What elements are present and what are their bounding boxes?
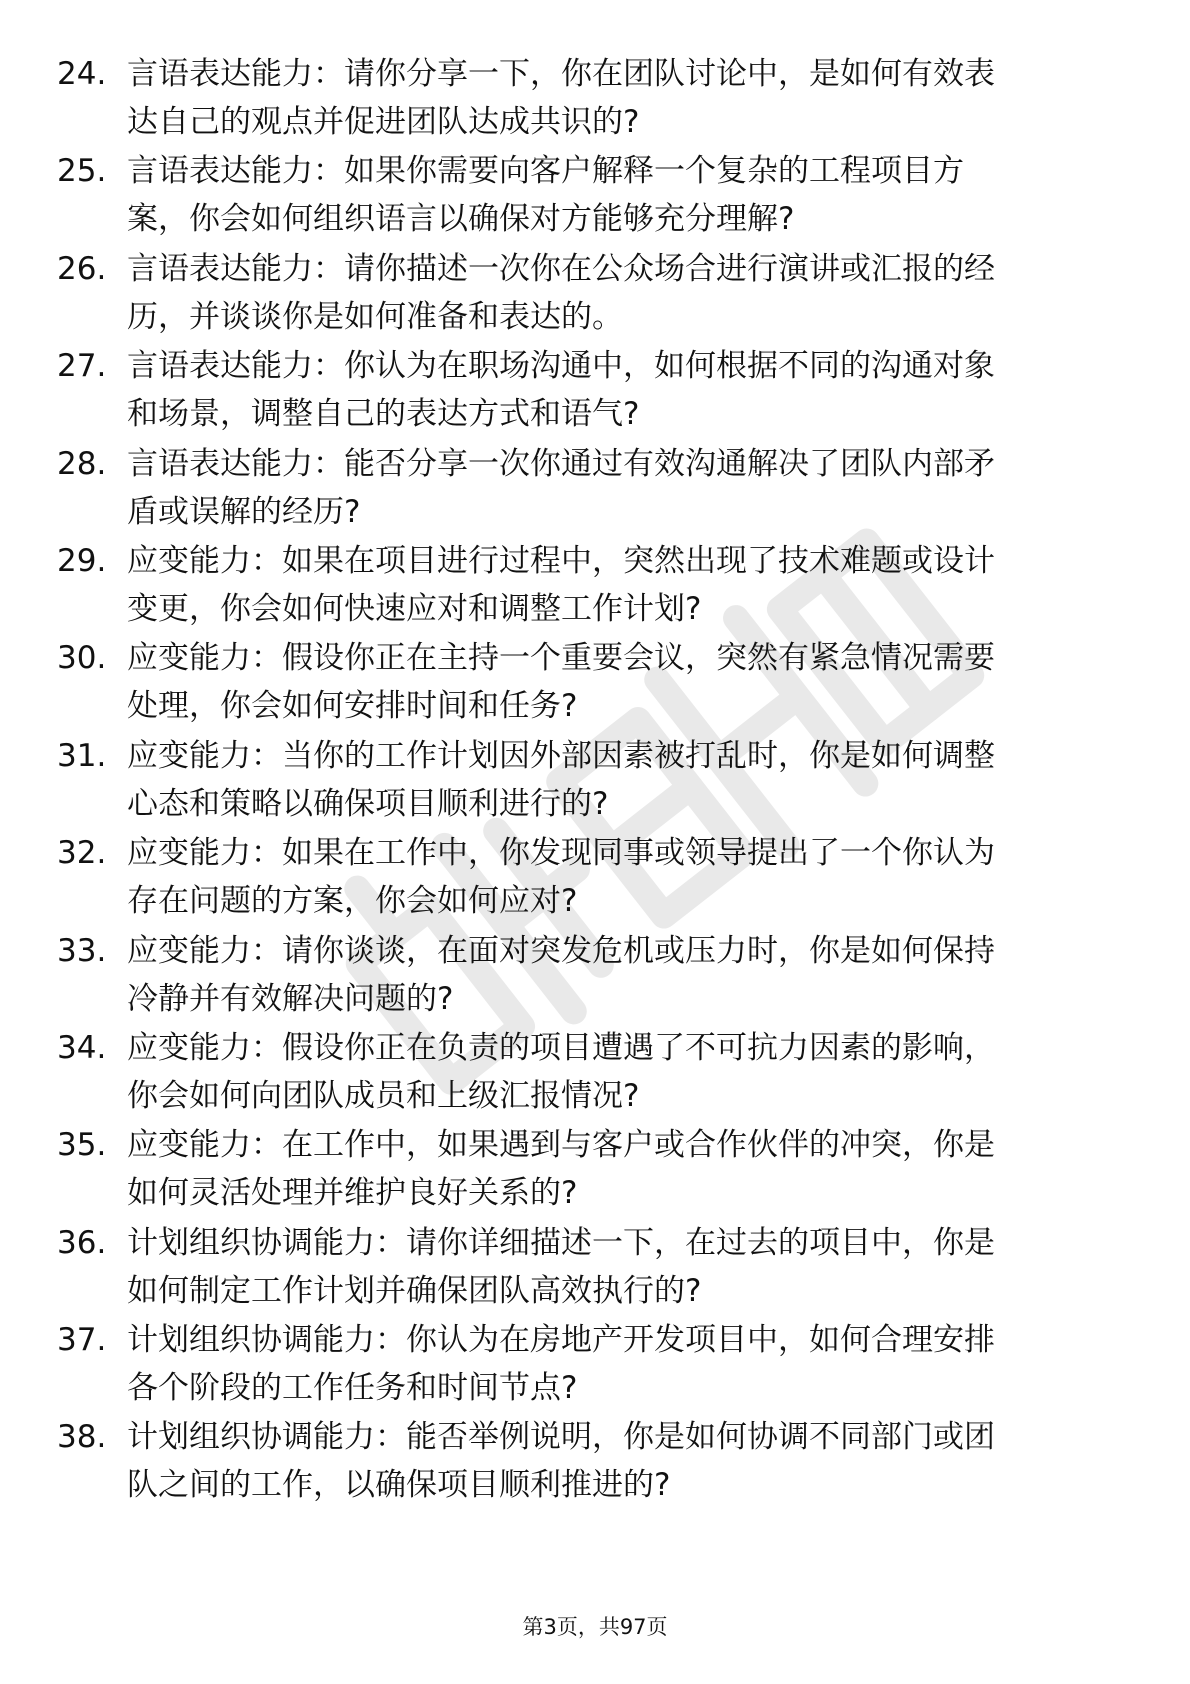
question-item: [0, 1413, 1190, 1510]
question-line: 应变能力：请你谈谈，在面对突发危机或压力时，你是如何保持: [127, 932, 995, 969]
question-line: 如何灵活处理并维护良好关系的?: [127, 1175, 578, 1212]
question-line: 各个阶段的工作任务和时间节点?: [127, 1370, 578, 1407]
question-number: 36.: [57, 1224, 107, 1261]
question-line: 应变能力：假设你正在负责的项目遭遇了不可抗力因素的影响，: [127, 1029, 995, 1066]
question-number: 38.: [57, 1419, 107, 1456]
question-text: [127, 1024, 1127, 1120]
question-line: 计划组织协调能力：能否举例说明，你是如何协调不同部门或团: [127, 1419, 995, 1456]
question-number: 30.: [57, 640, 107, 677]
question-line: 冷静并有效解决问题的?: [127, 980, 454, 1017]
question-text: [127, 147, 1127, 243]
question-text: [127, 927, 1127, 1023]
question-line: 言语表达能力：如果你需要向客户解释一个复杂的工程项目方: [127, 153, 964, 190]
question-number: 24.: [57, 56, 107, 92]
question-line: 存在问题的方案，你会如何应对?: [127, 883, 578, 920]
question-number: 26.: [57, 250, 107, 287]
question-number: 29.: [57, 542, 107, 579]
question-item: [0, 440, 1190, 537]
question-number: 28.: [57, 445, 107, 482]
question-number: 32.: [57, 835, 107, 872]
question-line: 盾或误解的经历?: [127, 493, 361, 530]
question-item: [0, 1316, 1190, 1413]
question-line: 和场景，调整自己的表达方式和语气?: [127, 396, 640, 433]
question-list: [0, 50, 1190, 1511]
question-text: [127, 1413, 1127, 1509]
question-text: [127, 634, 1127, 730]
question-number: 37.: [57, 1322, 107, 1359]
page-number-label: 第3页，共97页: [522, 1615, 668, 1639]
question-text: [127, 245, 1127, 341]
question-line: 历，并谈谈你是如何准备和表达的。: [127, 298, 623, 335]
question-item: [0, 732, 1190, 829]
question-number: 25.: [57, 153, 107, 190]
question-line: 言语表达能力：请你分享一下，你在团队讨论中，是如何有效表: [127, 56, 995, 92]
question-text: [127, 342, 1127, 438]
question-item: [0, 50, 1190, 147]
question-line: 言语表达能力：请你描述一次你在公众场合进行演讲或汇报的经: [127, 250, 995, 287]
question-item: [0, 245, 1190, 342]
question-line: 言语表达能力：能否分享一次你通过有效沟通解决了团队内部矛: [127, 445, 995, 482]
question-line: 队之间的工作，以确保项目顺利推进的?: [127, 1467, 671, 1504]
question-number: 33.: [57, 932, 107, 969]
question-number: 35.: [57, 1127, 107, 1164]
question-text: [127, 537, 1127, 633]
question-item: [0, 1024, 1190, 1121]
question-line: 如何制定工作计划并确保团队高效执行的?: [127, 1272, 702, 1309]
question-text: [127, 732, 1127, 828]
question-line: 心态和策略以确保项目顺利进行的?: [127, 785, 609, 822]
question-item: [0, 829, 1190, 926]
question-number: 31.: [57, 737, 107, 774]
question-item: [0, 147, 1190, 244]
question-line: 计划组织协调能力：你认为在房地产开发项目中，如何合理安排: [127, 1322, 995, 1359]
question-line: 你会如何向团队成员和上级汇报情况?: [127, 1077, 640, 1114]
question-item: [0, 342, 1190, 439]
question-item: [0, 1219, 1190, 1316]
question-line: 案，你会如何组织语言以确保对方能够充分理解?: [127, 201, 795, 238]
question-line: 应变能力：当你的工作计划因外部因素被打乱时，你是如何调整: [127, 737, 995, 774]
page-footer: [0, 1612, 1190, 1642]
question-line: 达自己的观点并促进团队达成共识的?: [127, 104, 640, 140]
question-item: [0, 1121, 1190, 1218]
question-line: 应变能力：在工作中，如果遇到与客户或合作伙伴的冲突，你是: [127, 1127, 995, 1164]
question-text: [127, 50, 1127, 146]
question-item: [0, 927, 1190, 1024]
question-text: [127, 1219, 1127, 1315]
question-item: [0, 537, 1190, 634]
question-line: 变更，你会如何快速应对和调整工作计划?: [127, 590, 702, 627]
question-text: [127, 829, 1127, 925]
question-line: 言语表达能力：你认为在职场沟通中，如何根据不同的沟通对象: [127, 348, 995, 385]
question-item: [0, 634, 1190, 731]
question-text: [127, 1121, 1127, 1217]
question-line: 应变能力：如果在项目进行过程中，突然出现了技术难题或设计: [127, 542, 995, 579]
question-line: 应变能力：假设你正在主持一个重要会议，突然有紧急情况需要: [127, 640, 995, 677]
question-number: 27.: [57, 348, 107, 385]
question-line: 计划组织协调能力：请你详细描述一下，在过去的项目中，你是: [127, 1224, 995, 1261]
question-text: [127, 1316, 1127, 1412]
question-number: 34.: [57, 1029, 107, 1066]
question-line: 处理，你会如何安排时间和任务?: [127, 688, 578, 725]
question-text: [127, 440, 1127, 536]
question-line: 应变能力：如果在工作中，你发现同事或领导提出了一个你认为: [127, 835, 995, 872]
